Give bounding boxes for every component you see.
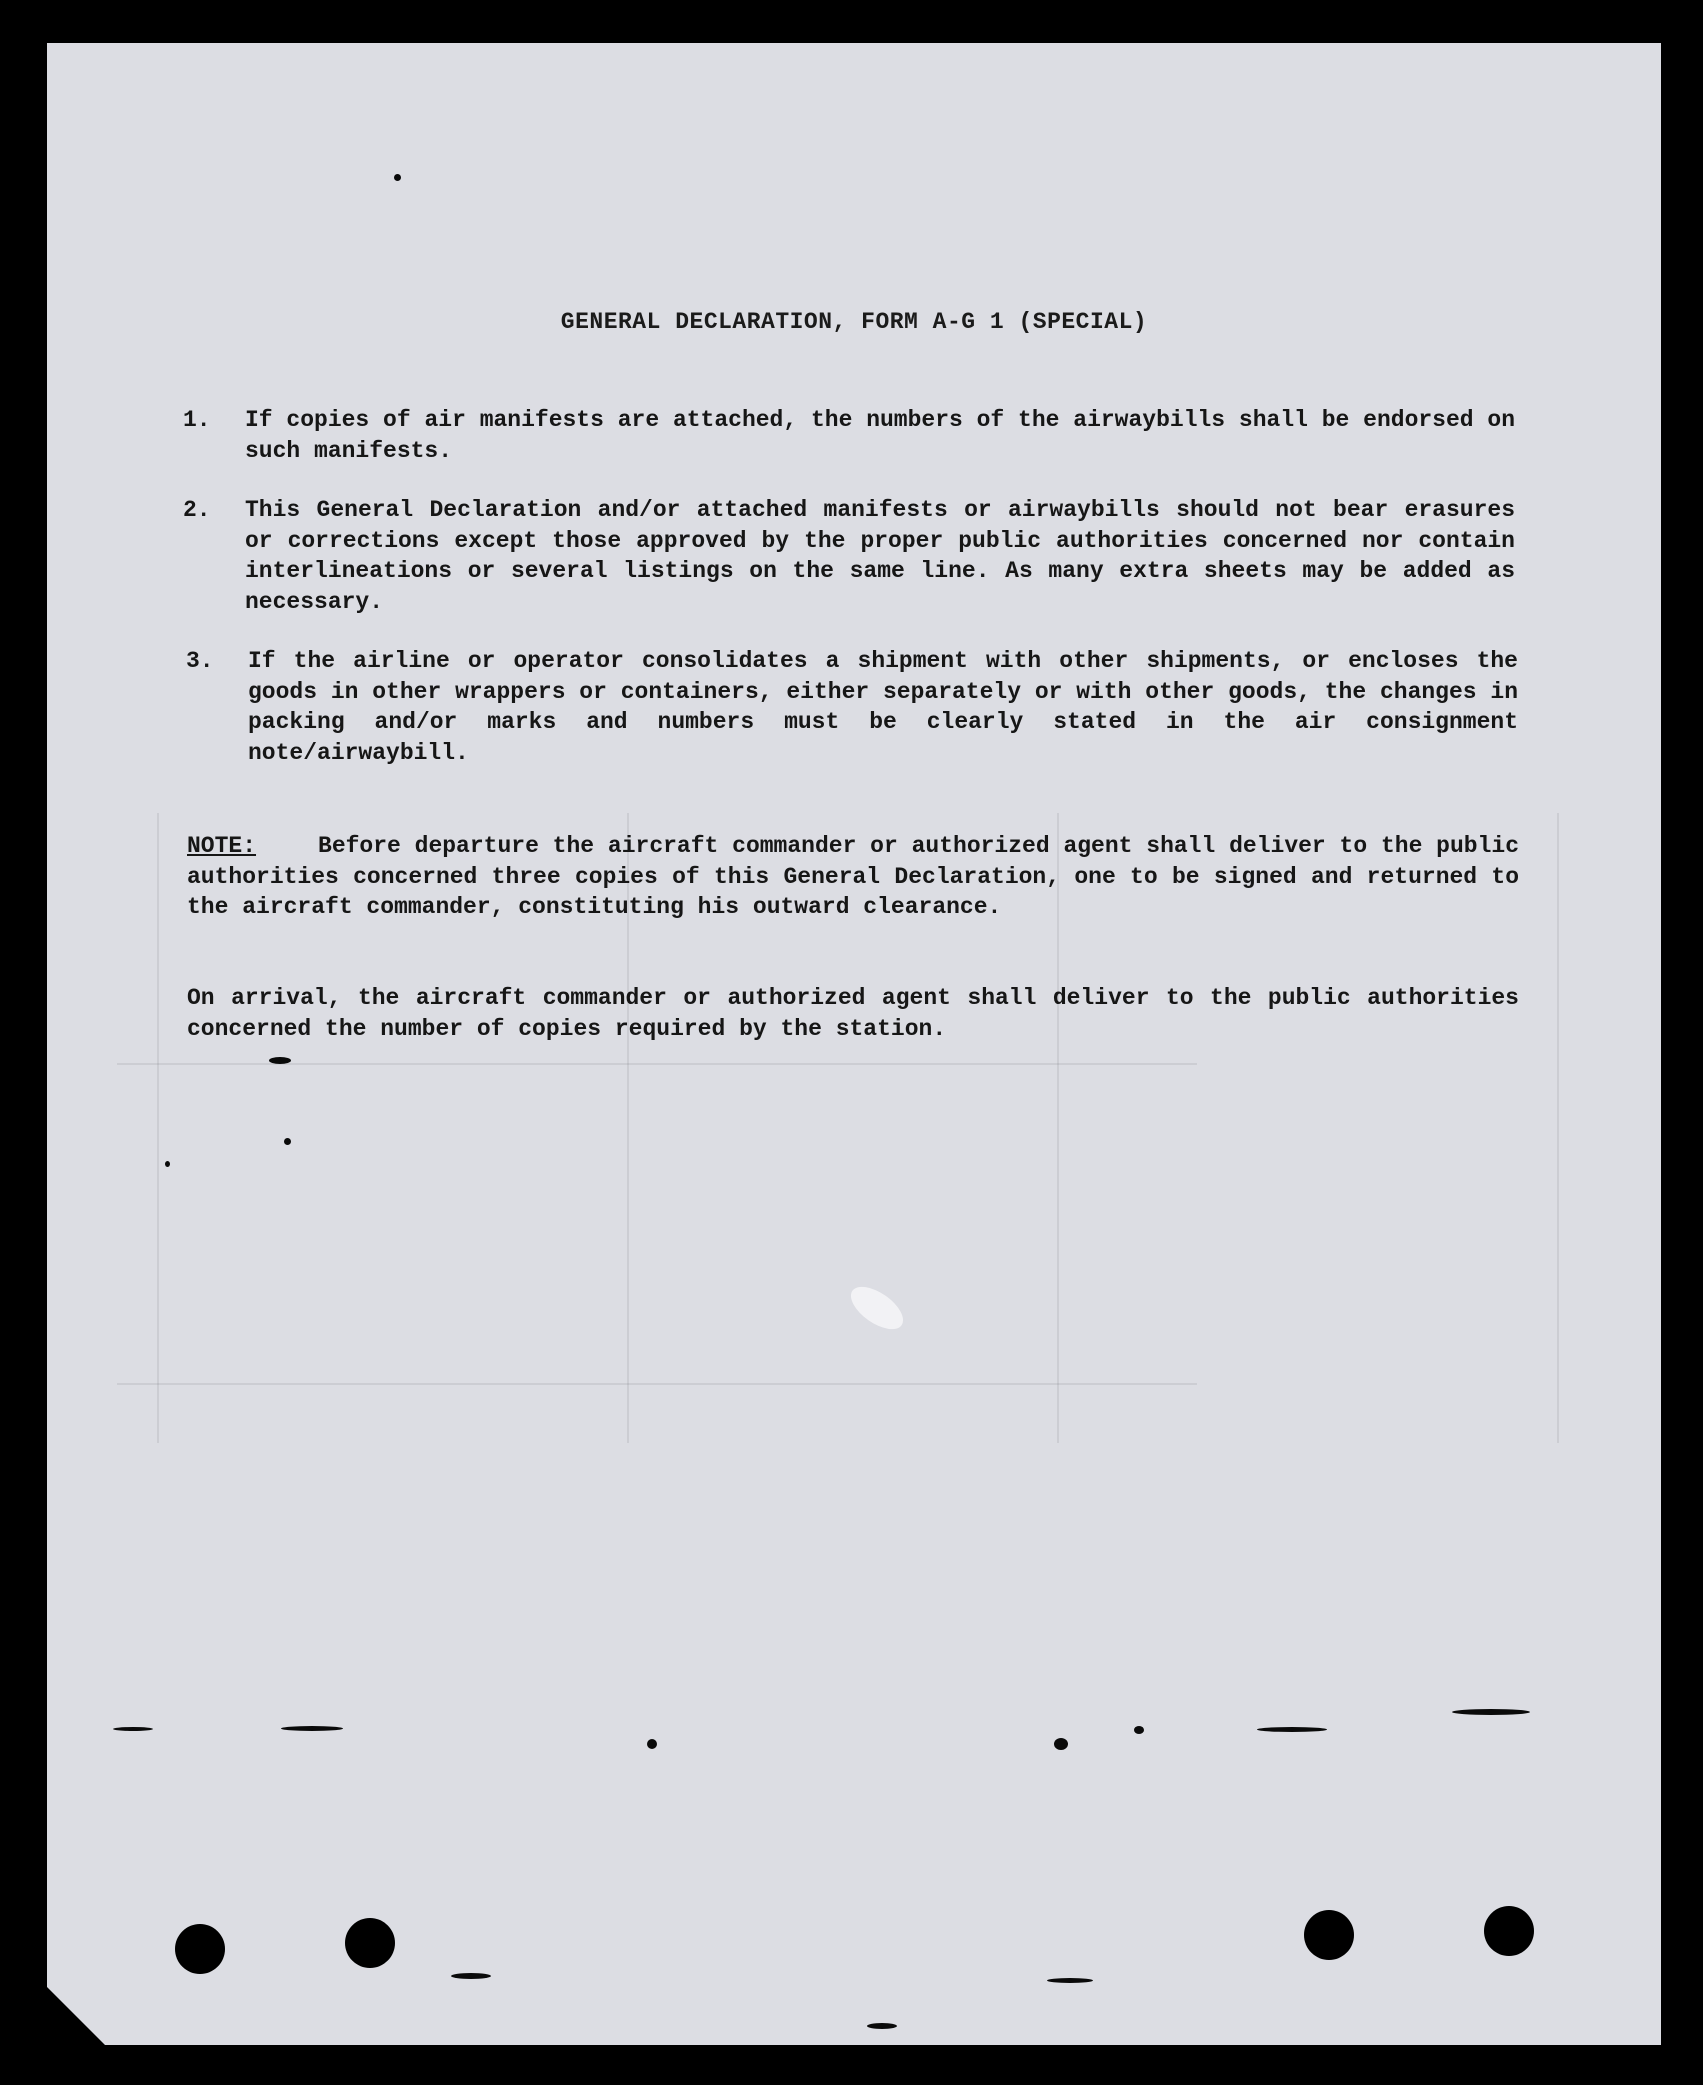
item-text: If the airline or operator consolidates a shipment with other shipments, or encloses the goods in other wrappers or containers, either separately or with other goods, the changes in packing and/or marks and numbers must be clearly stated in the air consignment note/airwaybill. <box>248 648 1518 766</box>
document-sheet <box>47 43 1661 2045</box>
speck <box>1134 1726 1144 1734</box>
item-number: 3. <box>186 648 214 674</box>
paper-smudge <box>844 1279 910 1338</box>
punch-hole <box>345 1918 395 1968</box>
bleed-through-rule <box>1557 813 1559 1443</box>
item-text: If copies of air manifests are attached, the numbers of the airwaybills shall be endorsed on such manifests. <box>245 407 1515 464</box>
punch-hole <box>1304 1910 1354 1960</box>
item-number: 2. <box>183 497 211 523</box>
speck <box>394 174 401 181</box>
speck <box>284 1138 291 1145</box>
speck <box>1452 1709 1530 1715</box>
punch-hole <box>175 1924 225 1974</box>
speck <box>451 1973 491 1979</box>
speck <box>113 1727 153 1731</box>
bleed-through-rule <box>117 1383 1197 1385</box>
arrival-paragraph: On arrival, the aircraft commander or authorized agent shall deliver to the public authorities concerned the number of copies required by the station. <box>187 985 1519 1042</box>
speck <box>281 1726 343 1731</box>
speck <box>269 1057 291 1064</box>
item-number: 1. <box>183 407 211 433</box>
bleed-through-rule <box>157 813 159 1443</box>
item-text: This General Declaration and/or attached manifests or airwaybills should not bear erasures or corrections except those approved by the proper public authorities concerned nor contain interlineations or several listings on the same line. As many extra sheets may be added as necessary. <box>245 497 1515 615</box>
note-text: Before departure the aircraft commander or authorized agent shall deliver to the public authorities concerned three copies of this General Declaration, one to be signed and returned to the aircraft commander, constituting his outward clearance. <box>187 833 1519 920</box>
note-paragraph <box>187 831 1519 923</box>
document-title: GENERAL DECLARATION, FORM A-G 1 (SPECIAL) <box>560 309 1148 335</box>
torn-corner <box>47 1987 105 2045</box>
speck <box>165 1161 170 1167</box>
speck <box>867 2023 897 2029</box>
speck <box>1257 1727 1327 1732</box>
punch-hole <box>1484 1906 1534 1956</box>
speck <box>1047 1978 1093 1983</box>
note-label: NOTE: <box>187 833 257 859</box>
speck <box>647 1739 657 1749</box>
speck <box>1054 1738 1068 1750</box>
